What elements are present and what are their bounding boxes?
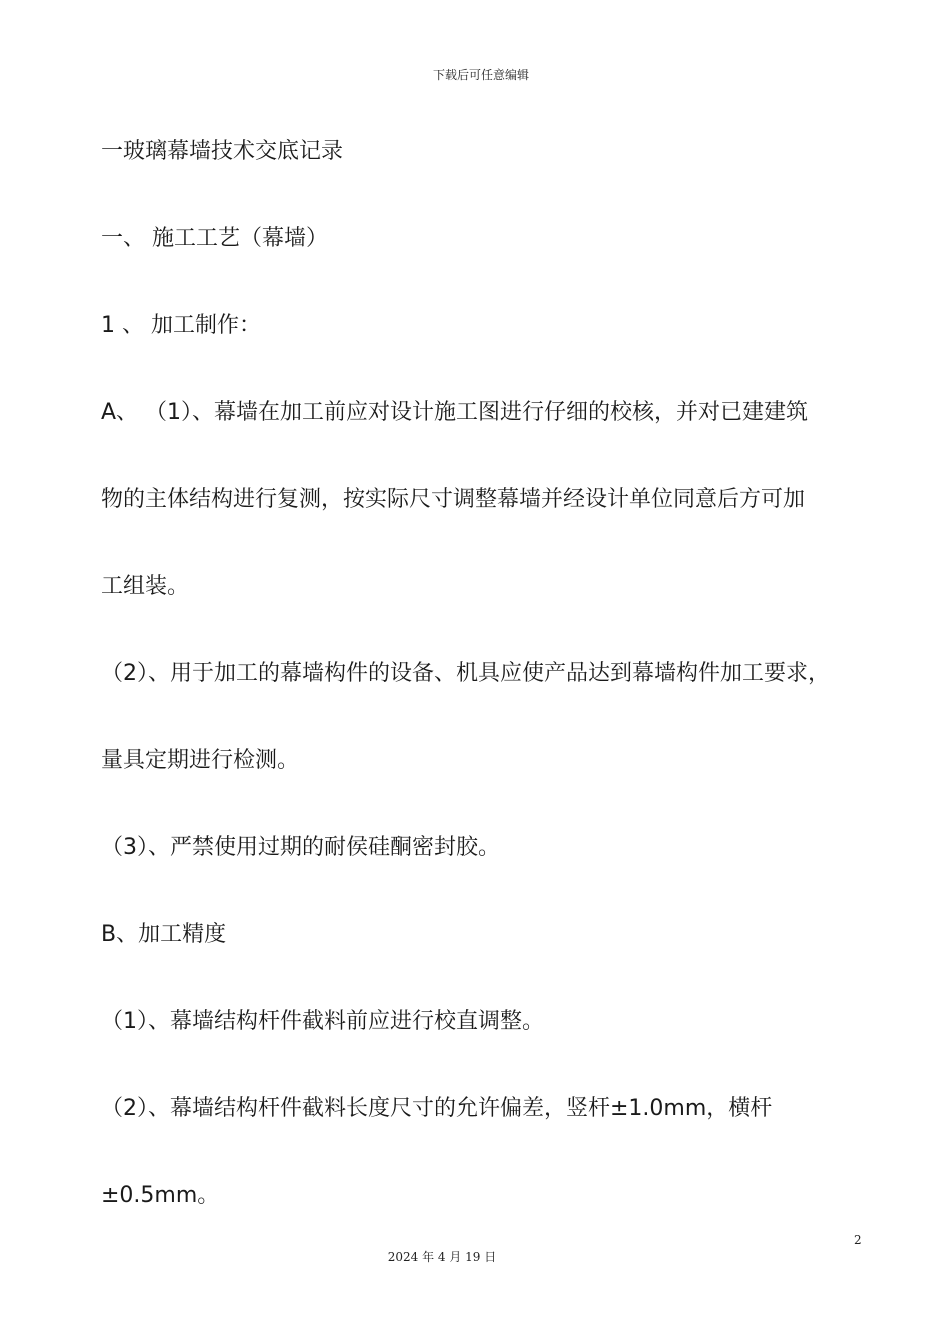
paragraph-line: （1）、幕墙结构杆件截料前应进行校直调整。 [101, 1009, 544, 1034]
subsection-heading: 1 、 加工制作： [101, 313, 261, 338]
paragraph-line: 物的主体结构进行复测，按实际尺寸调整幕墙并经设计单位同意后方可加 [101, 487, 806, 512]
page-header-note: 下载后可任意编辑 [432, 68, 529, 82]
paragraph-line: （3）、严禁使用过期的耐侯硅酮密封胶。 [101, 835, 500, 860]
paragraph-line: （2）、用于加工的幕墙构件的设备、机具应使产品达到幕墙构件加工要求， [101, 661, 830, 686]
paragraph-line: 量具定期进行检测。 [101, 748, 300, 773]
footer-date: 2024 年 4 月 19 日 [387, 1250, 497, 1264]
document-title: 一玻璃幕墙技术交底记录 [101, 139, 344, 164]
paragraph-line: 工组装。 [101, 574, 190, 599]
subsection-heading: B、加工精度 [101, 922, 227, 947]
page-number: 2 [854, 1233, 862, 1247]
section-heading: 一、 施工工艺（幕墙） [101, 226, 328, 251]
paragraph-line: （2）、幕墙结构杆件截料长度尺寸的允许偏差，竖杆±1.0mm，横杆 [101, 1096, 773, 1121]
paragraph-line: A、 （1）、幕墙在加工前应对设计施工图进行仔细的校核，并对已建建筑 [101, 400, 809, 425]
paragraph-line: ±0.5mm。 [101, 1183, 220, 1208]
